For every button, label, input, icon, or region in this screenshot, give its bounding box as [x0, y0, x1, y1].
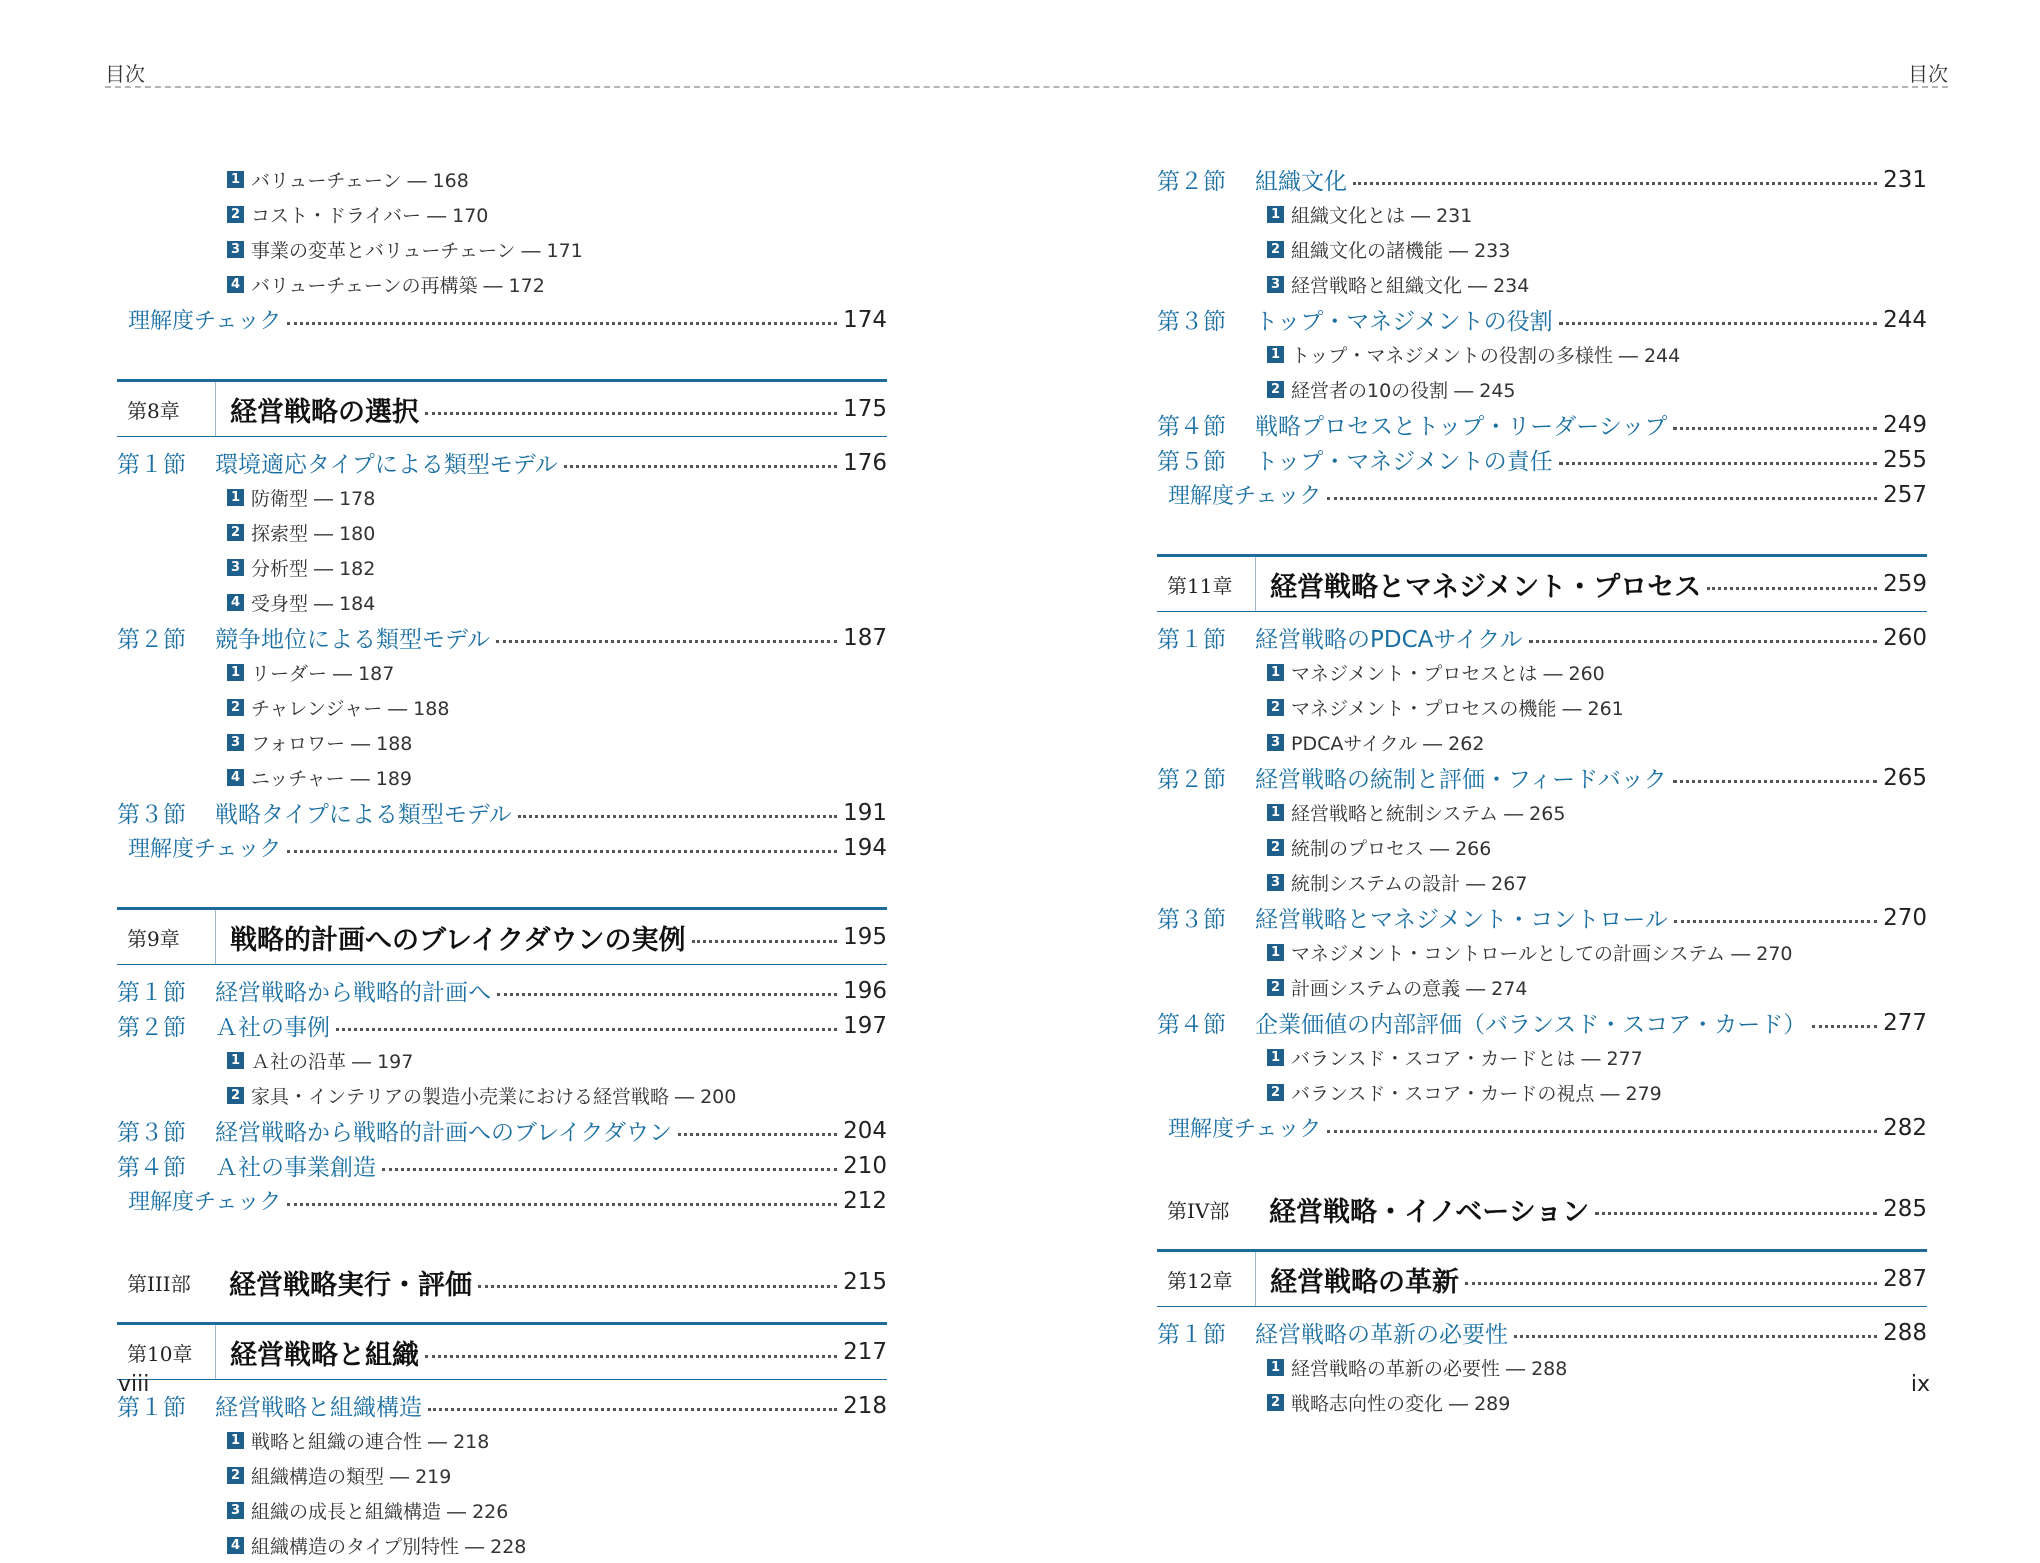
- toc-review-entry[interactable]: [117, 302, 887, 337]
- subsection-title: 探索型 ― 180: [251, 523, 376, 545]
- subsection-number-badge: 3: [227, 1502, 244, 1519]
- page-ref: 260: [1883, 624, 1927, 651]
- page-ref: 191: [843, 799, 887, 826]
- subsection-list: [117, 162, 887, 302]
- subsection-title: バリューチェーン ― 168: [251, 170, 469, 192]
- toc-subsection-item[interactable]: [1267, 725, 1927, 760]
- subsection-title: 経営者の10の役割 ― 245: [1291, 380, 1516, 402]
- section-number: 第３節: [1157, 907, 1226, 933]
- part-title: 経営戦略実行・評価: [229, 1269, 472, 1301]
- subsection-title: 家具・インテリアの製造小売業における経営戦略 ― 200: [251, 1086, 737, 1108]
- dot-leader: [336, 1028, 837, 1031]
- dot-leader: [692, 940, 838, 943]
- section-number: 第２節: [1157, 169, 1226, 195]
- toc-subsection-item[interactable]: [1267, 232, 1600, 267]
- toc-section-entry[interactable]: [117, 1388, 887, 1423]
- dot-leader: [1327, 1130, 1877, 1133]
- page-ref: 195: [843, 924, 887, 950]
- subsection-title: 組織文化とは ― 231: [1291, 205, 1473, 227]
- section-number: 第４節: [117, 1155, 186, 1181]
- dot-leader: [1673, 427, 1877, 430]
- subsection-number-badge: 3: [1267, 734, 1284, 751]
- section-title: Ａ社の事例: [215, 1015, 330, 1041]
- section-title: 経営戦略から戦略的計画へのブレイクダウン: [215, 1120, 673, 1146]
- subsection-title: 戦略志向性の変化 ― 289: [1291, 1393, 1511, 1415]
- subsection-number-badge: 2: [1267, 839, 1284, 856]
- section-title: 環境適応タイプによる類型モデル: [215, 452, 558, 478]
- subsection-number-badge: 3: [1267, 874, 1284, 891]
- subsection-number-badge: 2: [227, 206, 244, 223]
- dot-leader: [1514, 1335, 1877, 1338]
- subsection-number-badge: 4: [227, 594, 244, 611]
- toc-section-entry[interactable]: [1157, 442, 1927, 477]
- toc-review-entry[interactable]: [1157, 1110, 1927, 1145]
- subsection-number-badge: 1: [227, 664, 244, 681]
- dot-leader: [1707, 587, 1877, 590]
- toc-subsection-item[interactable]: [1267, 865, 1927, 900]
- toc-section-entry[interactable]: [117, 1008, 887, 1043]
- chapter-label: 第8章: [127, 382, 216, 436]
- toc-section-entry[interactable]: [1157, 1005, 1927, 1040]
- section-title: 組織文化: [1255, 169, 1347, 195]
- subsection-number-badge: 1: [1267, 804, 1284, 821]
- subsection-number-badge: 2: [1267, 979, 1284, 996]
- subsection-number-badge: 3: [1267, 276, 1284, 293]
- subsection-list: [117, 1423, 887, 1563]
- chapter-title: 経営戦略の選択: [230, 396, 419, 428]
- section-title: 競争地位による類型モデル: [215, 627, 490, 653]
- toc-section-entry[interactable]: [1157, 302, 1927, 337]
- subsection-list: [1157, 935, 1927, 1005]
- section-title: 戦略タイプによる類型モデル: [215, 802, 512, 828]
- toc-section-entry[interactable]: [1157, 407, 1927, 442]
- toc-column-right: [1157, 162, 1927, 1420]
- subsection-number-badge: 1: [1267, 944, 1284, 961]
- toc-subsection-item[interactable]: [1267, 1385, 1600, 1420]
- page-ref: 277: [1883, 1009, 1927, 1036]
- toc-section-entry[interactable]: [1157, 1315, 1927, 1350]
- toc-part-heading[interactable]: [117, 1254, 887, 1310]
- toc-section-entry[interactable]: [117, 1148, 887, 1183]
- subsection-title: バランスド・スコア・カードとは ― 277: [1291, 1048, 1643, 1070]
- toc-subsection-item[interactable]: [227, 725, 560, 760]
- toc-subsection-item[interactable]: [1267, 1350, 1600, 1385]
- subsection-number-badge: 3: [227, 734, 244, 751]
- dot-leader: [1327, 497, 1877, 500]
- spacer: [117, 1218, 887, 1248]
- toc-part-heading[interactable]: [1157, 1181, 1927, 1237]
- subsection-title: 組織構造の類型 ― 219: [251, 1466, 452, 1488]
- subsection-number-badge: 2: [1267, 1394, 1284, 1411]
- subsection-number-badge: 1: [1267, 1359, 1284, 1376]
- subsection-title: ニッチャー ― 189: [251, 768, 413, 790]
- page-ref: 215: [843, 1269, 887, 1295]
- section-number: 第５節: [1157, 449, 1226, 475]
- spacer: [1157, 512, 1927, 542]
- toc-subsection-item[interactable]: [227, 162, 560, 197]
- toc-review-entry[interactable]: [117, 1183, 887, 1218]
- subsection-title: 経営戦略と組織文化 ― 234: [1291, 275, 1530, 297]
- toc-subsection-item[interactable]: [227, 1493, 560, 1528]
- subsection-title: マネジメント・コントロールとしての計画システム ― 270: [1291, 943, 1793, 965]
- subsection-number-badge: 4: [227, 769, 244, 786]
- chapter-label: 第11章: [1167, 557, 1256, 611]
- toc-subsection-item[interactable]: [227, 1043, 887, 1078]
- subsection-number-badge: 1: [227, 489, 244, 506]
- page-number-right: ix: [1910, 1372, 1930, 1397]
- dot-leader: [382, 1168, 837, 1171]
- page-ref: 204: [843, 1117, 887, 1144]
- dot-leader: [287, 322, 837, 325]
- page-ref: 270: [1883, 904, 1927, 931]
- toc-subsection-item[interactable]: [1267, 830, 1600, 865]
- page-ref: 218: [843, 1392, 887, 1419]
- section-number: 第１節: [1157, 1322, 1226, 1348]
- toc-subsection-item[interactable]: [1267, 970, 1927, 1005]
- section-number: 第２節: [1157, 767, 1226, 793]
- toc-subsection-item[interactable]: [1267, 690, 1927, 725]
- section-title: 経営戦略と組織構造: [215, 1395, 422, 1421]
- subsection-number-badge: 1: [1267, 346, 1284, 363]
- subsection-title: 計画システムの意義 ― 274: [1291, 978, 1528, 1000]
- toc-subsection-item[interactable]: [1267, 795, 1600, 830]
- dot-leader: [518, 815, 837, 818]
- subsection-number-badge: 2: [1267, 241, 1284, 258]
- dot-leader: [1812, 1025, 1877, 1028]
- section-number: 第３節: [1157, 309, 1226, 335]
- toc-subsection-item[interactable]: [227, 690, 560, 725]
- section-number: 第３節: [117, 802, 186, 828]
- review-title: 理解度チェック: [1168, 484, 1322, 509]
- section-title: 経営戦略のPDCAサイクル: [1255, 627, 1523, 653]
- dot-leader: [496, 640, 837, 643]
- section-number: 第１節: [117, 452, 186, 478]
- page-ref: 285: [1883, 1196, 1927, 1222]
- page-ref: 175: [843, 396, 887, 422]
- toc-chapter-heading[interactable]: [117, 379, 887, 437]
- toc-subsection-item[interactable]: [227, 267, 887, 302]
- spacer: [1157, 1145, 1927, 1175]
- toc-section-entry[interactable]: [117, 973, 887, 1008]
- subsection-number-badge: 1: [1267, 206, 1284, 223]
- chapter-title: 戦略的計画へのブレイクダウンの実例: [230, 924, 686, 956]
- chapter-label: 第9章: [127, 910, 216, 964]
- section-number: 第４節: [1157, 414, 1226, 440]
- subsection-list: [1157, 197, 1927, 302]
- page-ref: 288: [1883, 1319, 1927, 1346]
- subsection-number-badge: 2: [227, 1467, 244, 1484]
- dot-leader: [1673, 780, 1877, 783]
- toc-subsection-item[interactable]: [227, 585, 560, 620]
- toc-subsection-item[interactable]: [227, 197, 560, 232]
- subsection-list: [1157, 337, 1927, 407]
- subsection-number-badge: 2: [227, 1087, 244, 1104]
- subsection-number-badge: 3: [227, 241, 244, 258]
- dot-leader: [425, 412, 837, 415]
- subsection-title: 組織構造のタイプ別特性 ― 228: [251, 1536, 527, 1558]
- subsection-title: チャレンジャー ― 188: [251, 698, 450, 720]
- dot-leader: [1465, 1282, 1877, 1285]
- section-number: 第１節: [117, 980, 186, 1006]
- subsection-number-badge: 4: [227, 1537, 244, 1554]
- toc-section-entry[interactable]: [117, 620, 887, 655]
- subsection-title: PDCAサイクル ― 262: [1291, 733, 1485, 755]
- subsection-title: バランスド・スコア・カードの視点 ― 279: [1291, 1083, 1662, 1105]
- chapter-title: 経営戦略と組織: [230, 1339, 419, 1371]
- toc-section-entry[interactable]: [1157, 760, 1927, 795]
- page-ref: 255: [1883, 446, 1927, 473]
- toc-subsection-item[interactable]: [1267, 197, 1600, 232]
- toc-review-entry[interactable]: [117, 830, 887, 865]
- review-title: 理解度チェック: [128, 837, 282, 862]
- part-label: 第IV部: [1167, 1198, 1230, 1223]
- toc-section-entry[interactable]: [1157, 620, 1927, 655]
- subsection-title: コスト・ドライバー ― 170: [251, 205, 489, 227]
- toc-subsection-item[interactable]: [227, 480, 560, 515]
- dot-leader: [287, 850, 837, 853]
- toc-subsection-item[interactable]: [1267, 372, 1927, 407]
- subsection-title: 統制システムの設計 ― 267: [1291, 873, 1528, 895]
- toc-subsection-item[interactable]: [1267, 1075, 1927, 1110]
- toc-section-entry[interactable]: [1157, 162, 1927, 197]
- subsection-title: マネジメント・プロセスとは ― 260: [1291, 663, 1605, 685]
- spacer: [117, 337, 887, 367]
- page-ref: 249: [1883, 411, 1927, 438]
- toc-section-entry[interactable]: [117, 1113, 887, 1148]
- page-ref: 187: [843, 624, 887, 651]
- subsection-number-badge: 1: [227, 171, 244, 188]
- part-label: 第III部: [127, 1271, 191, 1296]
- review-title: 理解度チェック: [128, 309, 282, 334]
- subsection-list: [1157, 655, 1927, 760]
- running-header-left: 目次: [105, 62, 145, 86]
- subsection-title: 戦略と組織の連合性 ― 218: [251, 1431, 490, 1453]
- toc-chapter-heading[interactable]: [1157, 554, 1927, 612]
- subsection-number-badge: 3: [227, 559, 244, 576]
- subsection-title: 受身型 ― 184: [251, 593, 376, 615]
- section-number: 第２節: [117, 627, 186, 653]
- dot-leader: [564, 465, 837, 468]
- dot-leader: [1559, 462, 1877, 465]
- dot-leader: [1595, 1212, 1877, 1215]
- subsection-title: リーダー ― 187: [251, 663, 395, 685]
- page-ref: 287: [1883, 1266, 1927, 1292]
- page-ref: 257: [1883, 481, 1927, 508]
- page-ref: 217: [843, 1339, 887, 1365]
- toc-section-entry[interactable]: [117, 795, 887, 830]
- dot-leader: [678, 1133, 837, 1136]
- chapter-title: 経営戦略とマネジメント・プロセス: [1270, 571, 1702, 603]
- section-title: 経営戦略の革新の必要性: [1255, 1322, 1508, 1348]
- subsection-number-badge: 2: [1267, 381, 1284, 398]
- toc-subsection-item[interactable]: [227, 1458, 560, 1493]
- page-ref: 194: [843, 834, 887, 861]
- toc-subsection-item[interactable]: [227, 655, 560, 690]
- section-number: 第３節: [117, 1120, 186, 1146]
- subsection-title: 分析型 ― 182: [251, 558, 376, 580]
- subsection-number-badge: 1: [227, 1052, 244, 1069]
- subsection-title: 組織の成長と組織構造 ― 226: [251, 1501, 509, 1523]
- toc-section-entry[interactable]: [1157, 900, 1927, 935]
- page-ref: 265: [1883, 764, 1927, 791]
- section-title: トップ・マネジメントの役割: [1255, 309, 1553, 335]
- subsection-list: [1157, 1350, 1927, 1420]
- subsection-title: 経営戦略と統制システム ― 265: [1291, 803, 1566, 825]
- section-title: Ａ社の事業創造: [215, 1155, 376, 1181]
- page-ref: 244: [1883, 306, 1927, 333]
- dot-leader: [1529, 640, 1877, 643]
- page-ref: 212: [843, 1187, 887, 1214]
- subsection-number-badge: 2: [227, 524, 244, 541]
- review-title: 理解度チェック: [128, 1190, 282, 1215]
- toc-subsection-item[interactable]: [1267, 267, 1927, 302]
- page-ref: 174: [843, 306, 887, 333]
- chapter-label: 第12章: [1167, 1252, 1256, 1306]
- subsection-number-badge: 2: [227, 699, 244, 716]
- dot-leader: [497, 993, 837, 996]
- subsection-list: [117, 655, 887, 795]
- dot-leader: [425, 1355, 837, 1358]
- section-number: 第４節: [1157, 1012, 1226, 1038]
- subsection-list: [1157, 795, 1927, 900]
- page-ref: 282: [1883, 1114, 1927, 1141]
- subsection-title: 組織文化の諸機能 ― 233: [1291, 240, 1511, 262]
- toc-subsection-item[interactable]: [1267, 655, 1927, 690]
- subsection-list: [1157, 1040, 1927, 1110]
- toc-subsection-item[interactable]: [1267, 337, 1927, 372]
- subsection-number-badge: 2: [1267, 699, 1284, 716]
- section-title: トップ・マネジメントの責任: [1255, 449, 1553, 475]
- section-number: 第２節: [117, 1015, 186, 1041]
- toc-subsection-item[interactable]: [227, 760, 560, 795]
- page-number-left: viii: [118, 1372, 150, 1397]
- toc-subsection-item[interactable]: [227, 1528, 560, 1563]
- dot-leader: [428, 1408, 837, 1411]
- toc-subsection-item[interactable]: [227, 232, 887, 267]
- toc-subsection-item[interactable]: [227, 515, 560, 550]
- subsection-list: [117, 1043, 887, 1113]
- dot-leader: [1559, 322, 1877, 325]
- section-title: 戦略プロセスとトップ・リーダーシップ: [1255, 414, 1668, 440]
- dot-leader: [1674, 920, 1877, 923]
- toc-chapter-heading[interactable]: [1157, 1249, 1927, 1307]
- subsection-number-badge: 1: [1267, 1049, 1284, 1066]
- toc-review-entry[interactable]: [1157, 477, 1927, 512]
- toc-subsection-item[interactable]: [227, 550, 560, 585]
- page-ref: 259: [1883, 571, 1927, 597]
- chapter-label: 第10章: [127, 1325, 216, 1379]
- dot-leader: [287, 1203, 837, 1206]
- toc-column-left: [117, 162, 887, 1563]
- subsection-title: 経営戦略の革新の必要性 ― 288: [1291, 1358, 1568, 1380]
- section-title: 経営戦略の統制と評価・フィードバック: [1255, 767, 1667, 793]
- running-header-right: 目次: [1908, 62, 1948, 86]
- header-rule: [105, 86, 1948, 88]
- dot-leader: [478, 1285, 837, 1288]
- chapter-title: 経営戦略の革新: [1270, 1266, 1459, 1298]
- toc-subsection-item[interactable]: [227, 1078, 887, 1113]
- subsection-number-badge: 1: [227, 1432, 244, 1449]
- page-ref: 197: [843, 1012, 887, 1039]
- page-ref: 231: [1883, 166, 1927, 193]
- subsection-title: 防衛型 ― 178: [251, 488, 376, 510]
- page-ref: 210: [843, 1152, 887, 1179]
- toc-subsection-item[interactable]: [1267, 935, 1927, 970]
- toc-subsection-item[interactable]: [1267, 1040, 1927, 1075]
- subsection-number-badge: 2: [1267, 1084, 1284, 1101]
- subsection-title: フォロワー ― 188: [251, 733, 413, 755]
- subsection-title: Ａ社の沿革 ― 197: [251, 1051, 414, 1073]
- section-number: 第１節: [117, 1395, 186, 1421]
- subsection-number-badge: 4: [227, 276, 244, 293]
- subsection-title: マネジメント・プロセスの機能 ― 261: [1291, 698, 1624, 720]
- subsection-list: [117, 480, 887, 620]
- subsection-title: 統制のプロセス ― 266: [1291, 838, 1492, 860]
- part-title: 経営戦略・イノベーション: [1269, 1196, 1590, 1228]
- section-number: 第１節: [1157, 627, 1226, 653]
- toc-section-entry[interactable]: [117, 445, 887, 480]
- review-title: 理解度チェック: [1168, 1117, 1322, 1142]
- subsection-number-badge: 1: [1267, 664, 1284, 681]
- section-title: 経営戦略とマネジメント・コントロール: [1255, 907, 1668, 933]
- section-title: 経営戦略から戦略的計画へ: [215, 980, 491, 1006]
- toc-chapter-heading[interactable]: [117, 907, 887, 965]
- spacer: [117, 865, 887, 895]
- page-ref: 176: [843, 449, 887, 476]
- page-ref: 196: [843, 977, 887, 1004]
- toc-chapter-heading[interactable]: [117, 1322, 887, 1380]
- subsection-title: 事業の変革とバリューチェーン ― 171: [251, 240, 583, 262]
- toc-subsection-item[interactable]: [227, 1423, 560, 1458]
- subsection-title: バリューチェーンの再構築 ― 172: [251, 275, 545, 297]
- section-title: 企業価値の内部評価（バランスド・スコア・カード）: [1255, 1012, 1807, 1038]
- dot-leader: [1353, 182, 1877, 185]
- subsection-title: トップ・マネジメントの役割の多様性 ― 244: [1291, 345, 1681, 367]
